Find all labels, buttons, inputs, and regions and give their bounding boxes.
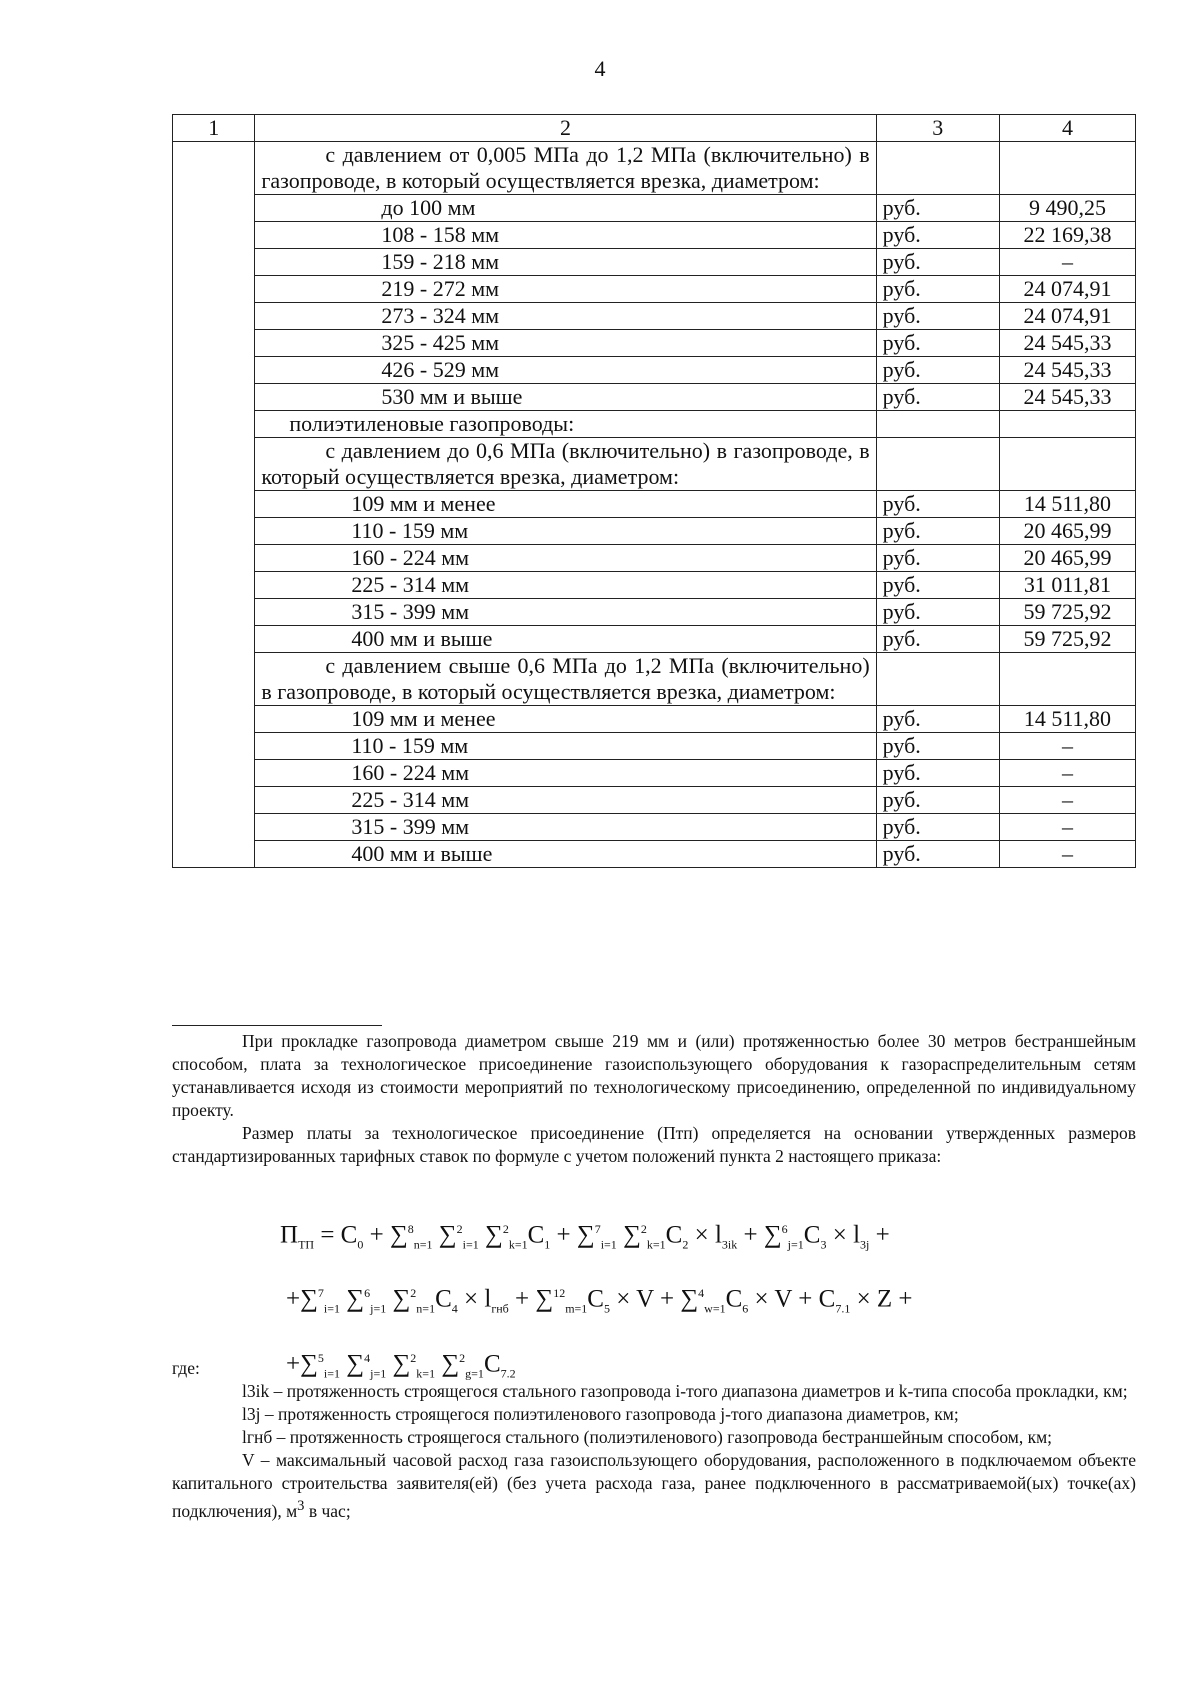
- col1-cell: [173, 222, 255, 249]
- table-row: [173, 760, 1136, 787]
- unit-cell: руб.: [876, 222, 999, 249]
- section-heading: с давлением от 0,005 МПа до 1,2 МПа (включительно) в газопроводе, в который осуществляется врезка, диаметром:: [255, 142, 876, 195]
- table-row: [173, 491, 1136, 518]
- table-row: [173, 841, 1136, 868]
- table-row: [173, 733, 1136, 760]
- table-row: [173, 572, 1136, 599]
- diameter-cell: 110 - 159 мм: [255, 733, 876, 760]
- header-cell: 3: [876, 115, 999, 142]
- diameter-cell: 109 мм и менее: [255, 491, 876, 518]
- notes-block: [172, 1030, 1136, 1168]
- value-cell: 24 074,91: [999, 276, 1135, 303]
- value-cell: 31 011,81: [999, 572, 1135, 599]
- diameter-cell: 108 - 158 мм: [255, 222, 876, 249]
- value-cell: 14 511,80: [999, 491, 1135, 518]
- diameter-cell: 315 - 399 мм: [255, 814, 876, 841]
- unit-cell: руб.: [876, 760, 999, 787]
- value-cell: 20 465,99: [999, 545, 1135, 572]
- diameter-cell: 109 мм и менее: [255, 706, 876, 733]
- unit-cell: [876, 438, 999, 491]
- col1-cell: [173, 276, 255, 303]
- unit-cell: руб.: [876, 626, 999, 653]
- table-row: [173, 303, 1136, 330]
- def-v-sup: 3: [297, 1498, 305, 1514]
- diameter-cell: 160 - 224 мм: [255, 545, 876, 572]
- unit-cell: руб.: [876, 814, 999, 841]
- value-cell: 24 545,33: [999, 330, 1135, 357]
- diameter-cell: до 100 мм: [255, 195, 876, 222]
- def-l3ik: l3ik – протяженность строящегося стального газопровода i-того диапазона диаметров и k-типа способа прокладки, км;: [242, 1381, 1128, 1401]
- table-row: [173, 626, 1136, 653]
- page-number: 4: [594, 56, 606, 81]
- table-row: [173, 411, 1136, 438]
- table-row: [173, 518, 1136, 545]
- unit-cell: руб.: [876, 599, 999, 626]
- table-row: [173, 545, 1136, 572]
- col1-cell: [173, 518, 255, 545]
- table-row: [173, 222, 1136, 249]
- table-row: [173, 195, 1136, 222]
- diameter-cell: 273 - 324 мм: [255, 303, 876, 330]
- value-cell: [999, 411, 1135, 438]
- value-cell: 9 490,25: [999, 195, 1135, 222]
- col1-cell: [173, 142, 255, 195]
- subsection-heading: полиэтиленовые газопроводы:: [255, 411, 876, 438]
- col1-cell: [173, 572, 255, 599]
- table-row: [173, 330, 1136, 357]
- col1-cell: [173, 357, 255, 384]
- col1-cell: [173, 599, 255, 626]
- value-cell: 24 074,91: [999, 303, 1135, 330]
- unit-cell: руб.: [876, 330, 999, 357]
- col1-cell: [173, 787, 255, 814]
- unit-cell: руб.: [876, 572, 999, 599]
- def-lgnb: lгнб – протяженность строящегося стального (полиэтиленового) газопровода бестраншейным способом, км;: [242, 1427, 1053, 1447]
- col1-cell: [173, 411, 255, 438]
- table-row: [173, 142, 1136, 195]
- diameter-cell: 159 - 218 мм: [255, 249, 876, 276]
- header-cell: 1: [173, 115, 255, 142]
- value-cell: [999, 438, 1135, 491]
- value-cell: –: [999, 760, 1135, 787]
- table-row: [173, 249, 1136, 276]
- unit-cell: руб.: [876, 249, 999, 276]
- value-cell: –: [999, 814, 1135, 841]
- diameter-cell: 160 - 224 мм: [255, 760, 876, 787]
- value-cell: [999, 142, 1135, 195]
- unit-cell: руб.: [876, 195, 999, 222]
- section-heading: с давлением свыше 0,6 МПа до 1,2 МПа (включительно) в газопроводе, в который осуществляется врезка, диаметром:: [255, 653, 876, 706]
- col1-cell: [173, 626, 255, 653]
- def-v: [172, 1449, 1136, 1523]
- footnote-text: При прокладке газопровода диаметром свыше 219 мм и (или) протяженностью более 30 метров бестраншейным способом, плата за технологическое присоединение газоиспользующего оборудования к газораспределительным сетям устанавливается исходя из стоимости мероприятий по технологическому присоединению, определенной по индивидуальному проекту.: [172, 1031, 1136, 1120]
- definitions-block: [172, 1357, 1136, 1523]
- value-cell: 20 465,99: [999, 518, 1135, 545]
- unit-cell: руб.: [876, 491, 999, 518]
- unit-cell: руб.: [876, 384, 999, 411]
- unit-cell: [876, 653, 999, 706]
- section-heading: с давлением до 0,6 МПа (включительно) в газопроводе, в который осуществляется врезка, диаметром:: [255, 438, 876, 491]
- def-v-tail: в час;: [304, 1500, 351, 1521]
- tariff-formula: $П_{ТП} = C_0 + \sum^8_{n=1}$ ∑$^2_{i=1}$ $\sum^2_{k=1}C_1 + \sum^7_{i=1}$ $\sum^2_{k=1}C_2 \times l_{3ik} + \sum^6_{j=1}C_3 \times l_{3j}$ + +∑$^7_{i=1}$ ∑$^6_{j=1}$ $\sum^2_{n=1}C_4 \times l_{гнб} + \sum^{12}_{m=1}C_5 \times V + \sum^4_{w=1}C_6 \times V + C_{7.1} \times Z$ + +∑$^5_{i=1}$ ∑$^4_{j=1}$ ∑$^2_{k=1}$ $\sum^2_{g=1}C_{7.2}$: [280, 1221, 913, 1380]
- diameter-cell: 315 - 399 мм: [255, 599, 876, 626]
- table-row: [173, 357, 1136, 384]
- footnote-divider: [172, 1025, 382, 1026]
- diameter-cell: 110 - 159 мм: [255, 518, 876, 545]
- value-cell: 59 725,92: [999, 599, 1135, 626]
- table-row: [173, 438, 1136, 491]
- col1-cell: [173, 814, 255, 841]
- diameter-cell: 225 - 314 мм: [255, 572, 876, 599]
- value-cell: –: [999, 733, 1135, 760]
- where-label: где:: [172, 1358, 200, 1378]
- diameter-cell: 219 - 272 мм: [255, 276, 876, 303]
- unit-cell: руб.: [876, 303, 999, 330]
- col1-cell: [173, 653, 255, 706]
- col1-cell: [173, 545, 255, 572]
- table-row: [173, 814, 1136, 841]
- col1-cell: [173, 303, 255, 330]
- unit-cell: [876, 411, 999, 438]
- def-v-text: V – максимальный часовой расход газа газоиспользующего оборудования, расположенного в подключаемом объекте капитального строительства заявителя(ей) (без учета расхода газа, ранее подключенного в рассматриваемой(ых) точке(ах) подключения), м: [172, 1450, 1136, 1521]
- col1-cell: [173, 384, 255, 411]
- unit-cell: руб.: [876, 841, 999, 868]
- col1-cell: [173, 706, 255, 733]
- col1-cell: [173, 249, 255, 276]
- unit-cell: руб.: [876, 787, 999, 814]
- table-row: [173, 787, 1136, 814]
- formula-intro: Размер платы за технологическое присоединение (Птп) определяется на основании утвержденных размеров стандартизированных тарифных ставок по формуле с учетом положений пункта 2 настоящего приказа:: [172, 1123, 1136, 1166]
- diameter-cell: 400 мм и выше: [255, 841, 876, 868]
- value-cell: 24 545,33: [999, 384, 1135, 411]
- value-cell: 14 511,80: [999, 706, 1135, 733]
- header-cell: 4: [999, 115, 1135, 142]
- value-cell: [999, 653, 1135, 706]
- table-row: [173, 599, 1136, 626]
- col1-cell: [173, 491, 255, 518]
- unit-cell: [876, 142, 999, 195]
- unit-cell: руб.: [876, 706, 999, 733]
- table-row: [173, 653, 1136, 706]
- col1-cell: [173, 733, 255, 760]
- col1-cell: [173, 330, 255, 357]
- table-row: [173, 276, 1136, 303]
- diameter-cell: 426 - 529 мм: [255, 357, 876, 384]
- value-cell: 59 725,92: [999, 626, 1135, 653]
- diameter-cell: 530 мм и выше: [255, 384, 876, 411]
- tariff-table: [172, 114, 1136, 868]
- unit-cell: руб.: [876, 733, 999, 760]
- value-cell: 22 169,38: [999, 222, 1135, 249]
- value-cell: –: [999, 841, 1135, 868]
- col1-cell: [173, 841, 255, 868]
- col1-cell: [173, 438, 255, 491]
- diameter-cell: 325 - 425 мм: [255, 330, 876, 357]
- diameter-cell: 400 мм и выше: [255, 626, 876, 653]
- unit-cell: руб.: [876, 518, 999, 545]
- def-l3j: l3j – протяженность строящегося полиэтиленового газопровода j-того диапазона диаметров, км;: [242, 1404, 959, 1424]
- col1-cell: [173, 195, 255, 222]
- header-cell: 2: [255, 115, 876, 142]
- value-cell: 24 545,33: [999, 357, 1135, 384]
- diameter-cell: 225 - 314 мм: [255, 787, 876, 814]
- unit-cell: руб.: [876, 357, 999, 384]
- table-row: [173, 384, 1136, 411]
- col1-cell: [173, 760, 255, 787]
- value-cell: –: [999, 249, 1135, 276]
- value-cell: –: [999, 787, 1135, 814]
- unit-cell: руб.: [876, 276, 999, 303]
- table-header-row: [173, 115, 1136, 142]
- unit-cell: руб.: [876, 545, 999, 572]
- table-row: [173, 706, 1136, 733]
